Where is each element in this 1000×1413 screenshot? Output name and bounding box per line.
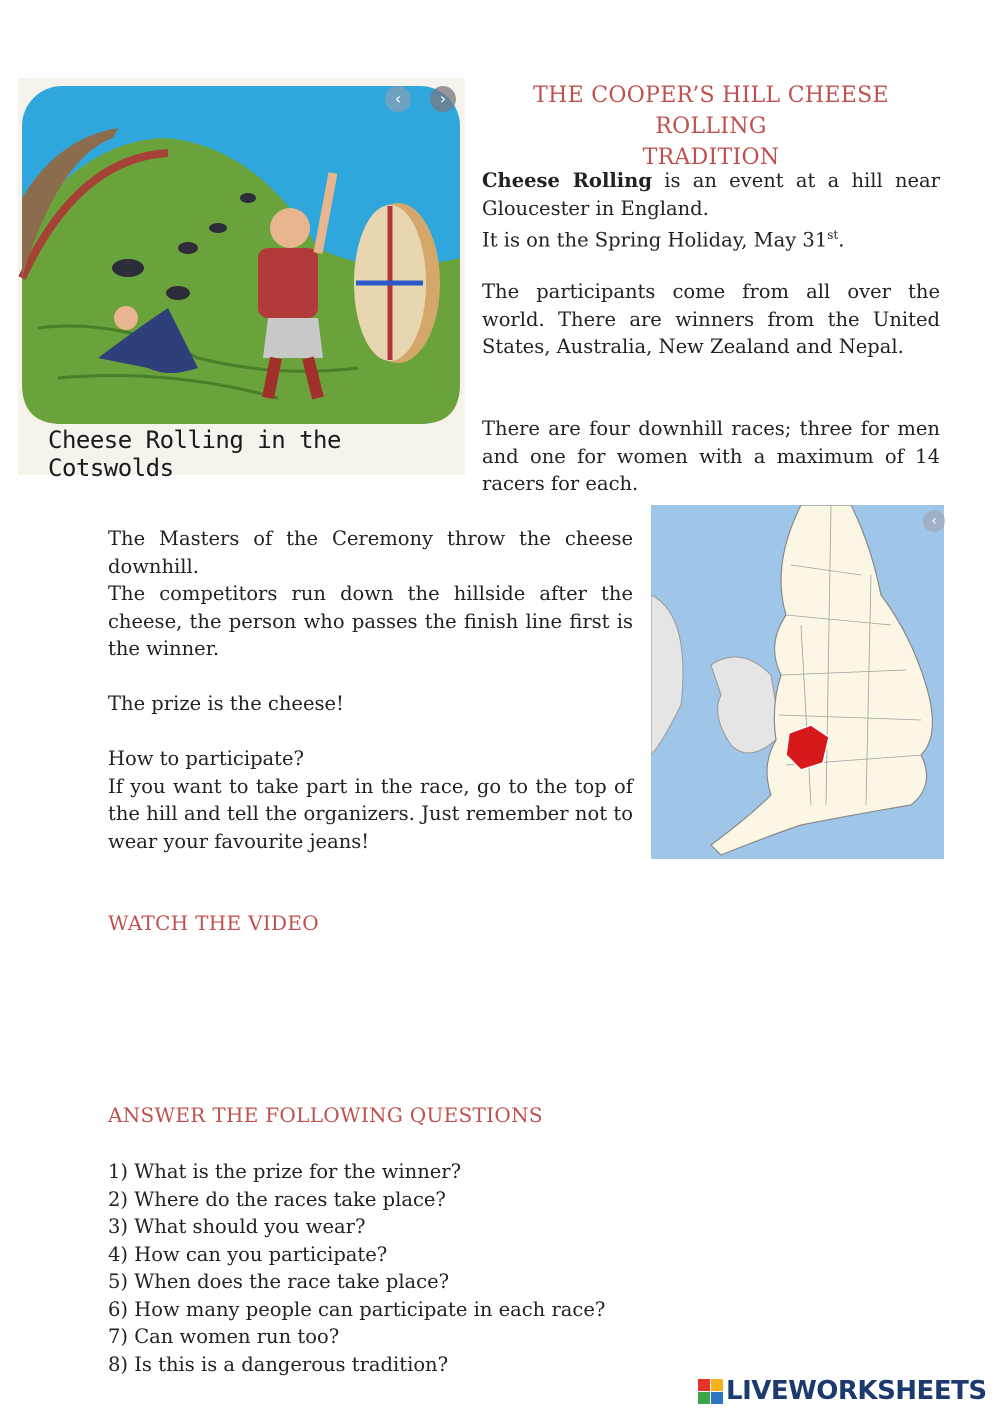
questions-list	[108, 1158, 605, 1378]
page-title	[482, 80, 940, 173]
participants-paragraph	[482, 278, 940, 361]
races-paragraph	[482, 415, 940, 498]
question-item: 5) When does the race take place?	[108, 1270, 450, 1293]
question-item: 7) Can women run too?	[108, 1325, 340, 1348]
question-item: 8) Is this is a dangerous tradition?	[108, 1352, 449, 1376]
how-heading: How to participate?	[108, 747, 305, 770]
body-text	[108, 525, 633, 855]
date-text: It is on the Spring Holiday, May 31	[482, 228, 828, 252]
prize-text: The prize is the cheese!	[108, 692, 344, 715]
masters-text: The Masters of the Ceremony throw the cheese downhill.	[108, 527, 633, 578]
intro-sentence: is an event at a hill near Gloucester in England.	[482, 169, 940, 220]
title-line-2: TRADITION	[642, 145, 780, 170]
bold-term: Cheese Rolling	[482, 169, 652, 192]
participants-text: The participants come from all over the world. There are winners from the United States, Australia, New Zealand and Nepal.	[482, 280, 940, 358]
watch-video-heading: WATCH THE VIDEO	[108, 911, 319, 935]
how-text: If you want to take part in the race, go to the top of the hill and tell the organizers. Just remember not to wear your favourite jeans!	[108, 774, 633, 853]
chevron-left-icon: ‹	[931, 513, 937, 529]
chevron-left-icon: ‹	[394, 89, 402, 108]
questions-heading: ANSWER THE FOLLOWING QUESTIONS	[108, 1103, 543, 1127]
question-item: 4) How can you participate?	[108, 1242, 388, 1266]
next-image-button[interactable]	[430, 86, 456, 112]
england-map	[651, 505, 944, 859]
title-line-1: THE COOPER’S HILL CHEESE ROLLING	[533, 83, 889, 139]
question-item: 3) What should you wear?	[108, 1215, 366, 1238]
cheese-rolling-illustration	[18, 78, 465, 482]
chevron-right-icon: ›	[439, 89, 447, 108]
liveworksheets-logo[interactable]	[698, 1376, 987, 1406]
brand-blocks-icon	[698, 1379, 723, 1404]
map-previous-button[interactable]	[923, 510, 945, 532]
question-item: 6) How many people can participate in each race?	[108, 1297, 606, 1321]
races-text: There are four downhill races; three for men and one for women with a maximum of 14 racers for each.	[482, 417, 940, 495]
question-item: 1) What is the prize for the winner?	[108, 1160, 462, 1183]
brand-name: LIVEWORKSHEETS	[726, 1376, 987, 1406]
date-suffix: st	[827, 228, 839, 242]
intro-paragraph: Cheese Rolling is an event at a hill near Gloucester in England. It is on the Spring Holiday, May 31st.	[482, 169, 940, 252]
previous-image-button[interactable]	[385, 86, 411, 112]
illustration-caption: Cheese Rolling in the Cotswolds	[48, 426, 341, 482]
question-item: 2) Where do the races take place?	[108, 1187, 446, 1211]
competitors-text: The competitors run down the hillside after the cheese, the person who passes the finish line first is the winner.	[108, 582, 633, 660]
